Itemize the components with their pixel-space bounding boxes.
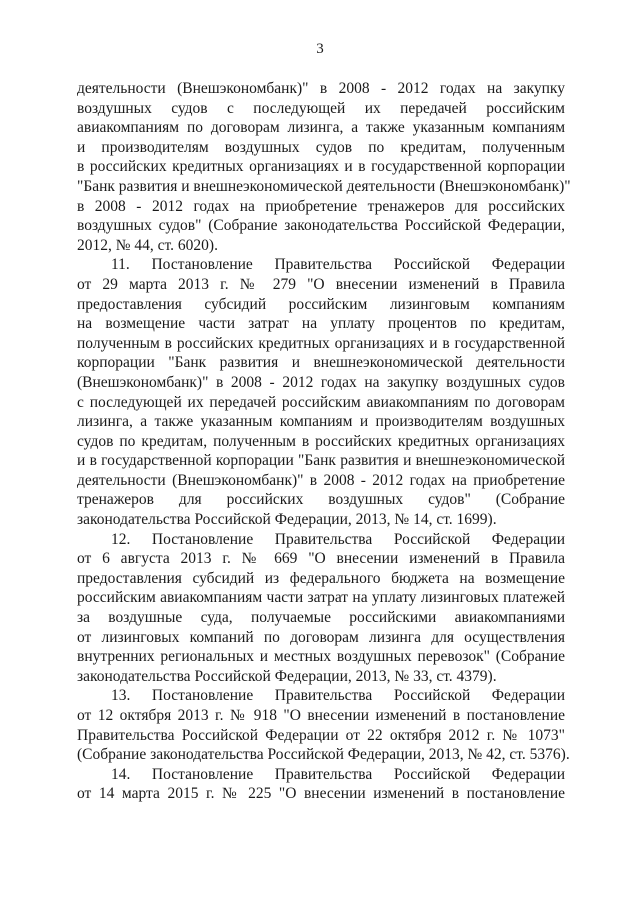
page-number: 3 xyxy=(316,41,324,57)
text-line: 13. Постановление Правительства Российской Федерации xyxy=(111,687,565,705)
text-line: тренажеров для российских воздушных судов" (Собрание xyxy=(77,491,565,509)
text-line: в 2008 - 2012 годах на приобретение тренажеров для российских xyxy=(77,197,565,215)
paragraph xyxy=(77,765,565,804)
text-line: авиакомпаниям по договорам лизинга, а также указанным компаниям xyxy=(77,119,565,137)
text-line: предоставления субсидий российским лизинговым компаниям xyxy=(77,295,565,313)
text-line: российским авиакомпаниям части затрат на уплату лизинговых платежей xyxy=(77,589,565,607)
text-line: и производителям воздушных судов по кредитам, полученным xyxy=(77,138,565,156)
text-line: с последующей их передачей российским авиакомпаниям по договорам xyxy=(77,393,565,411)
text-line: и в государственной корпорации "Банк развития и внешнеэкономической xyxy=(77,452,565,470)
text-line: законодательства Российской Федерации, 2013, № 14, ст. 1699). xyxy=(77,511,497,529)
text-line: полученным в российских кредитных организациях и в государственной xyxy=(77,334,565,352)
paragraph xyxy=(77,530,565,687)
text-line: (Внешэкономбанк)" в 2008 - 2012 годах на закупку воздушных судов xyxy=(77,373,565,391)
paragraph xyxy=(77,79,571,255)
text-line: воздушных судов с последующей их передачей российским xyxy=(77,99,565,117)
text-line: 11. Постановление Правительства Российской Федерации xyxy=(111,256,565,274)
text-line: судов по кредитам, полученным в российских кредитных организациях xyxy=(77,432,565,450)
text-line: 14. Постановление Правительства Российской Федерации xyxy=(111,765,565,783)
text-line: законодательства Российской Федерации, 2013, № 33, ст. 4379). xyxy=(77,667,497,685)
text-line: 12. Постановление Правительства Российской Федерации xyxy=(111,530,565,548)
text-line: (Собрание законодательства Российской Федерации, 2013, № 42, ст. 5376). xyxy=(77,746,570,764)
paragraph xyxy=(77,686,570,764)
text-line: лизинга, а также указанным компаниям и производителям воздушных xyxy=(77,413,565,431)
text-line: деятельности (Внешэкономбанк)" в 2008 - 2012 годах на приобретение xyxy=(77,471,565,489)
text-line: от 12 октября 2013 г. № 918 "О внесении изменений в постановление xyxy=(77,707,565,724)
text-line: от 29 марта 2013 г. № 279 "О внесении изменений в Правила xyxy=(77,275,565,293)
text-line: воздушных судов" (Собрание законодательства Российской Федерации, xyxy=(77,217,565,235)
text-line: предоставления субсидий из федерального бюджета на возмещение xyxy=(77,569,565,587)
text-line: внутренних региональных и местных воздушных перевозок" (Собрание xyxy=(77,648,565,666)
text-line: корпорации "Банк развития и внешнеэкономической деятельности xyxy=(77,354,565,372)
text-line: в российских кредитных организациях и в государственной корпорации xyxy=(77,158,565,176)
text-line: 2012, № 44, ст. 6020). xyxy=(77,236,218,254)
paragraph xyxy=(77,255,565,529)
text-line: за воздушные суда, получаемые российскими авиакомпаниями xyxy=(77,609,565,627)
text-line: деятельности (Внешэкономбанк)" в 2008 - 2012 годах на закупку xyxy=(77,80,565,97)
text-line: на возмещение части затрат на уплату процентов по кредитам, xyxy=(77,315,565,333)
text-line: от лизинговых компаний по договорам лизинга для осуществления xyxy=(77,628,565,646)
text-line: "Банк развития и внешнеэкономической деятельности (Внешэкономбанк)" xyxy=(77,177,571,195)
text-line: от 6 августа 2013 г. № 669 "О внесении изменений в Правила xyxy=(77,550,565,568)
document-body xyxy=(77,79,571,804)
text-line: от 14 марта 2015 г. № 225 "О внесении изменений в постановление xyxy=(77,785,565,803)
text-line: Правительства Российской Федерации от 22 октября 2012 г. № 1073" xyxy=(77,726,565,744)
